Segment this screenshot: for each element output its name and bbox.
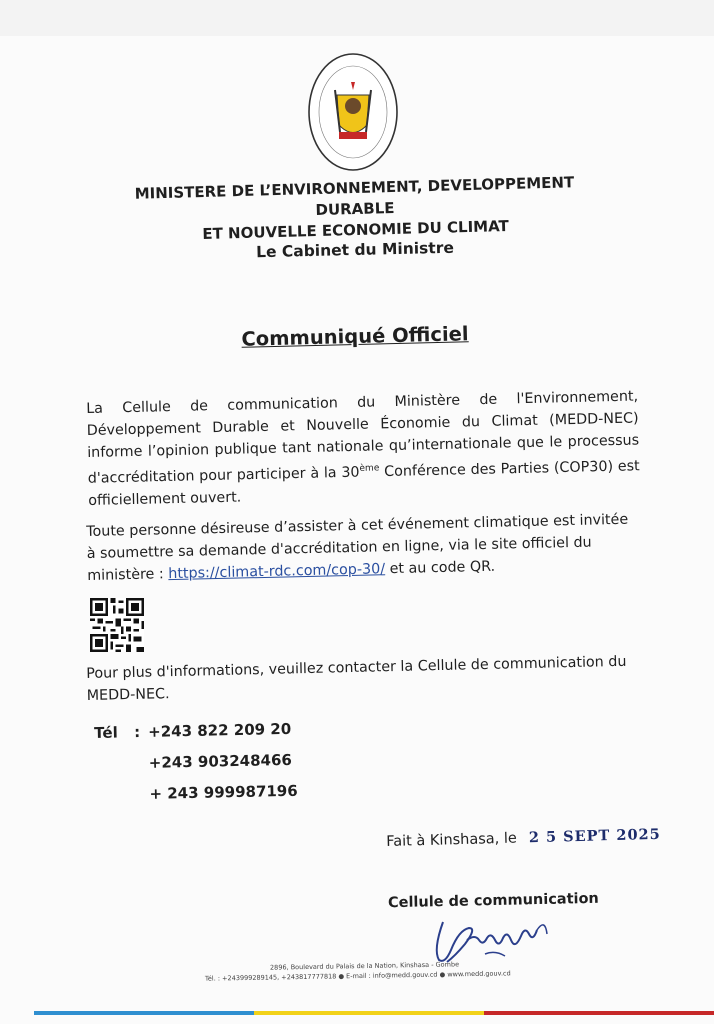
phone-list (94, 720, 310, 817)
cabinet-heading: Le Cabinet du Ministre (255, 238, 455, 262)
ministry-line-2: ET NOUVELLE ECONOMIE DU CLIMAT (202, 216, 509, 244)
footer-contacts: Tél. : +243999289145, +243817777818 ● E-mail : info@medd.gouv.cd ● www.medd.gouv.cd (204, 969, 511, 983)
flag-stripe-yellow (254, 1011, 484, 1015)
phone-separator: : (133, 723, 141, 742)
phone-label: Tél (94, 723, 118, 742)
top-margin (0, 0, 714, 36)
paragraph-contact: Pour plus d'informations, veuillez contacter la Cellule de communication du MEDD-NEC. (86, 653, 627, 704)
ministry-line-1: MINISTERE DE L’ENVIRONNEMENT, DEVELOPPEMENT DURABLE (134, 173, 575, 220)
paragraph2-text-end: et au code QR. (384, 558, 496, 578)
page-title: Communiqué Officiel (241, 322, 469, 351)
date-stamp: 2 5 SEPT 2025 (528, 825, 661, 847)
phone-number: +243 903248466 (148, 750, 293, 772)
paragraph-instructions (86, 508, 639, 587)
accreditation-link[interactable]: https://climat-rdc.com/cop-30/ (168, 561, 386, 583)
qr-code-icon[interactable] (90, 598, 144, 652)
phone-number: + 243 999987196 (149, 781, 298, 803)
place-date-line (386, 826, 661, 850)
paragraph1-text: La Cellule de communication du Ministère de l'Environnement, Développement Durable et Nouvelle Économie du Climat (MEDD-NEC) informe l’opinion publique tant nationale qu’internationale que le processus d'accréditation pour participer à la 30 (86, 388, 640, 487)
footer-address: 2896, Boulevard du Palais de la Nation, Kinshasa - Gombe (269, 960, 460, 972)
paragraph1-text-end: Conférence des Parties (COP30) est officiellement ouvert. (88, 458, 640, 509)
flag-stripe-red (484, 1011, 714, 1015)
flag-stripe-blue (34, 1011, 254, 1015)
place-text: Fait à Kinshasa, le (386, 830, 518, 850)
phone-number: +243 822 209 20 (147, 719, 292, 741)
ordinal-superscript: ème (359, 463, 380, 474)
paragraph2-text: Toute personne désireuse d’assister à cet événement climatique est invitée à soumettre sa demande d'accréditation en ligne, via le site officiel du ministère : (86, 511, 629, 584)
coat-of-arms-seal-icon (307, 50, 399, 174)
ministry-name (99, 171, 610, 247)
signatory-title: Cellule de communication (387, 890, 599, 912)
paragraph-announcement (86, 385, 640, 511)
